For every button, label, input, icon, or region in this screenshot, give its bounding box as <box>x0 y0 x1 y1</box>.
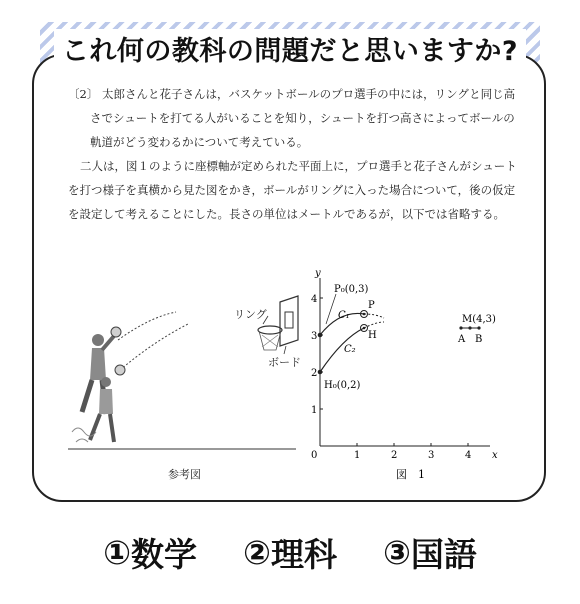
y-tick: 2 <box>311 368 318 379</box>
x-tick: 1 <box>354 450 361 461</box>
y-tick: 4 <box>311 294 318 305</box>
label-h: H <box>368 330 377 341</box>
origin-label: 0 <box>311 450 318 461</box>
x-tick: 2 <box>391 450 398 461</box>
figure-caption: 図 1 <box>396 468 425 481</box>
question-heading <box>40 20 540 76</box>
option-japanese[interactable] <box>383 524 477 580</box>
option-label: 数学 <box>131 534 198 574</box>
label-c2: C₂ <box>344 344 356 355</box>
label-p0: P₀(0,3) <box>334 284 369 295</box>
option-math[interactable] <box>103 524 197 580</box>
ball-icon <box>111 327 121 337</box>
label-p: P <box>368 300 375 311</box>
x-tick: 4 <box>465 450 472 461</box>
reference-caption: 参考図 <box>168 468 201 481</box>
coordinate-figure <box>311 268 498 481</box>
label-c1: C₁ <box>338 310 350 321</box>
heading-text: これ何の教科の問題だと思いますか? <box>54 29 526 68</box>
ring-and-board <box>234 296 301 369</box>
label-h0: H₀(0,2) <box>324 380 361 391</box>
y-axis-label: y <box>315 268 321 279</box>
problem-text <box>68 82 518 226</box>
answer-options <box>0 524 580 580</box>
label-b: B <box>475 334 483 345</box>
reference-illustration <box>68 312 296 481</box>
curve-c2 <box>320 328 364 372</box>
problem-paragraph-2: 二人は，図１のように座標軸が定められた平面上に，プロ選手と花子さんがシュートを打つ様子を真横から見た図をかき，ボールがリングに入った場合について，後の仮定を設定して考えることにした。長さの単位はメートルであるが，以下では省略する。 <box>68 159 517 221</box>
player-head-icon <box>92 334 104 346</box>
label-a: A <box>458 334 466 345</box>
option-number: ② <box>243 532 271 572</box>
y-tick: 1 <box>311 405 318 416</box>
figure-area <box>58 262 518 488</box>
option-science[interactable] <box>243 524 337 580</box>
point-p0 <box>318 333 323 338</box>
ring-icon <box>258 326 282 334</box>
option-label: 国語 <box>410 534 477 574</box>
option-label: 理科 <box>270 534 337 574</box>
problem-paragraph-1: 〔2〕 太郎さんと花子さんは，バスケットボールのプロ選手の中には，リングと同じ高さでシュートを打てる人がいることを知り，シュートを打つ高さによってボールの軌道がどう変わるかについて考えている。 <box>68 87 516 149</box>
point-p <box>363 313 366 316</box>
option-number: ③ <box>382 532 411 572</box>
x-axis-label: x <box>492 450 498 461</box>
x-tick: 3 <box>428 450 435 461</box>
y-tick: 3 <box>311 331 318 342</box>
point-h0 <box>318 370 323 375</box>
option-number: ① <box>103 532 132 572</box>
point-h <box>363 327 366 330</box>
ring-label: リング <box>234 308 267 321</box>
label-m: M(4,3) <box>462 314 496 325</box>
board-label: ボード <box>268 356 301 369</box>
backboard-icon <box>280 296 298 346</box>
